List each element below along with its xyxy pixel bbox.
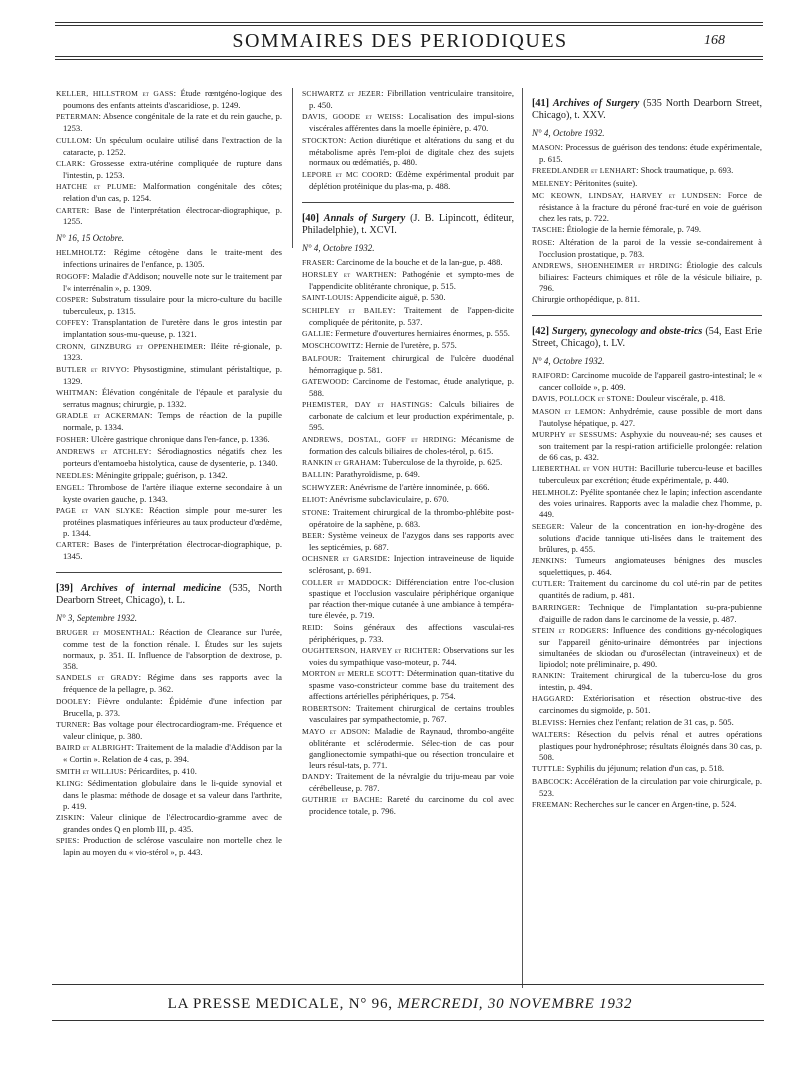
article-authors: COSPER: [56, 294, 86, 304]
article-authors: GUTHRIE et BACHE: [302, 795, 380, 805]
footer-rule-top: [52, 984, 764, 985]
article-authors: ANDREWS et ATCHLEY: [56, 447, 149, 457]
article-title: : Régime cétogène dans le traite-ment des infections urinaires de l'enfance, p. 1305.: [63, 247, 282, 270]
article-entry: [302, 726, 514, 771]
article-title: : Traitement chirurgical de la tubercu-lose du gros intestin, p. 494.: [539, 670, 762, 692]
article-title: : Valeur de la concentration en ion-hy-drogène des solutions d'acide tannique uti-lisées dans le traitement des brûlures, p. 455.: [539, 520, 762, 554]
column-divider-right: [522, 88, 523, 988]
article-authors: ELIOT: [302, 495, 325, 505]
article-authors: SCHWYZER: [302, 482, 346, 492]
article-entry: [532, 142, 762, 165]
article-authors: CULLOM: [56, 135, 90, 145]
article-authors: ANDREWS, SHOENHEIMER et HRDING: [532, 260, 680, 270]
article-title: : Péritonites (suite).: [569, 177, 638, 188]
article-title: : Fièvre ondulante: Épidémie d'une infection par Brucella, p. 373.: [63, 695, 282, 718]
journal-publisher: (54, East Erie Street, Chicago), t. LV.: [532, 326, 763, 350]
article-entry: [302, 305, 514, 328]
article-entry: [302, 553, 514, 576]
article-title: : Maladie d'Addison; nouvelle note sur le traitement par l'« interrénalin », p. 1309.: [63, 270, 282, 293]
journal-heading: [302, 213, 514, 237]
article-authors: LEPORE et MC COORD: [302, 169, 390, 179]
footer-date: MERCREDI, 30 NOVEMBRE 1932: [397, 996, 633, 1012]
article-title: : Observations sur les voies du sympathique vaso-moteur, p. 744.: [309, 644, 514, 667]
article-entry: [302, 88, 514, 111]
article-authors: SEEGER: [532, 521, 562, 531]
article-entry: [56, 505, 282, 539]
article-entry: [532, 370, 762, 393]
article-title: : Grossesse extra-utérine compliquée de rupture dans l'intestin, p. 1253.: [63, 157, 282, 180]
article-title: : Un spéculum oculaire utilisé dans l'extraction de la cataracte, p. 1252.: [63, 134, 282, 157]
article-entry: [302, 469, 514, 481]
journal-heading: [532, 98, 762, 122]
article-authors: SMITH et WILLIUS: [56, 766, 124, 776]
article-title: : Carcinome de l'estomac, étude analytique, p. 588.: [309, 376, 514, 399]
article-authors: KELLER, HILLSTROM et GASS: [56, 89, 174, 98]
article-title: : Temps de réaction de la pupille normale, p. 1334.: [63, 410, 282, 433]
article-authors: ROGOFF: [56, 271, 88, 281]
article-entry: [56, 482, 282, 505]
article-entry: [532, 463, 762, 486]
article-authors: TURNER: [56, 719, 88, 729]
article-entry: [532, 224, 762, 236]
article-title: : Étude rœntgéno-logique des poumons des enfants atteints d'ascaridiose, p. 1249.: [63, 88, 282, 110]
journal-publisher: (535 North Dearborn Street, Chicago), t. XXV.: [532, 98, 762, 121]
article-title: : Système veineux de l'azygos dans ses rapports avec les septicémies, p. 687.: [309, 529, 514, 552]
article-authors: STONE: [302, 507, 328, 517]
article-entry: [56, 111, 282, 134]
article-authors: PHEMISTER, DAY et HASTINGS: [302, 400, 430, 410]
article-authors: BALLIN: [302, 470, 332, 480]
article-authors: MORTON et MERLE SCOTT: [302, 669, 402, 679]
article-entry: [532, 670, 762, 693]
article-entry: [532, 602, 762, 625]
section-separator: [56, 572, 282, 573]
article-authors: FRASER: [302, 257, 332, 267]
article-title: : Recherches sur le cancer en Argen-tine, p. 524.: [569, 799, 737, 810]
article-entry: [56, 766, 282, 778]
article-authors: BAIRD et ALBRIGHT: [56, 743, 132, 753]
article-entry: [302, 434, 514, 457]
article-title: : Résection du pelvis rénal et autres opérations plastiques pour hydronéphrose; résultats éloignés dans 30 cas, p. 508.: [539, 729, 762, 762]
article-entry: [56, 696, 282, 719]
article-authors: GRADLE et ACKERMAN: [56, 411, 151, 421]
article-title: : Régime dans ses rapports avec la fréquence de la pellagre, p. 362.: [63, 672, 282, 695]
article-authors: MELENEY: [532, 178, 570, 188]
article-title: : Hernie de l'uretère, p. 575.: [360, 340, 457, 351]
article-entry: [302, 703, 514, 726]
article-authors: MC KEOWN, LINDSAY, HARVEY et LUNDSEN: [532, 191, 719, 201]
article-title: Chirurgie orthopédique, p. 811.: [532, 294, 640, 305]
section-separator: [532, 315, 762, 316]
article-entry: [56, 835, 282, 858]
article-authors: SPIES: [56, 836, 77, 846]
column-divider-left: [292, 88, 293, 248]
article-authors: JENKINS: [532, 556, 565, 565]
article-title: : Traitement du carcinome du col uté-rin par de petites quantités de radium, p. 481.: [539, 578, 762, 601]
article-title: : Appendicite aiguë, p. 530.: [350, 292, 446, 303]
article-authors: OUGHTERSON, HARVEY et RICHTER: [302, 645, 438, 655]
page-title: SOMMAIRES DES PERIODIQUES: [232, 30, 568, 52]
article-authors: ROSE: [532, 237, 553, 247]
article-authors: MURPHY et SESSUMS: [532, 430, 615, 440]
article-authors: NEEDLES: [56, 470, 92, 480]
article-title: : Hernies chez l'enfant; relation de 31 cas, p. 505.: [564, 716, 734, 727]
article-entry: [56, 341, 282, 364]
article-authors: BABCOCK: [532, 776, 571, 786]
article-entry: [302, 577, 514, 622]
footer-issue-number: N° 96,: [348, 996, 393, 1012]
article-entry: [532, 625, 762, 670]
article-authors: WHITMAN: [56, 388, 95, 398]
header-rule-bottom-inner: [55, 59, 763, 60]
article-entry: [56, 205, 282, 228]
article-authors: KLING: [56, 778, 81, 788]
column-2: [302, 88, 514, 818]
article-authors: REID: [302, 622, 321, 632]
journal-number: [41]: [532, 98, 549, 109]
article-authors: RAIFORD: [532, 371, 567, 380]
article-entry: [302, 507, 514, 530]
article-entry: [56, 539, 282, 562]
article-entry: [302, 457, 514, 469]
article-entry: [302, 668, 514, 702]
column-3: [532, 88, 762, 811]
article-title: : Asphyxie du nouveau-né; ses causes et son traitement par la respi-ration artificielle prolongée: relation de 66 cas, p. 432.: [539, 429, 762, 462]
article-authors: FOSHER: [56, 434, 87, 444]
article-entry: [302, 794, 514, 817]
article-authors: SCHWARTZ et JEZER: [302, 89, 382, 98]
article-authors: ROBERTSON: [302, 703, 349, 713]
article-entry: [532, 693, 762, 716]
article-entry: [302, 269, 514, 292]
article-entry: [56, 294, 282, 317]
article-title: : Élévation congénitale de l'épaule et paralysie du serratus magnus; chirurgie, p. 1332.: [63, 387, 282, 410]
article-entry: [532, 555, 762, 578]
article-title: : Péricardites, p. 410.: [123, 765, 197, 776]
article-entry: [532, 729, 762, 763]
article-title: : Maladie de Raynaud, thrombo-angéite oblitérante et sclérodermie. Sélec-tion de cas pour ganglionectomie sympathi-que ou résection tronculaire et leurs résul-tats, p. 771.: [309, 725, 514, 770]
page-footer: [0, 996, 800, 1013]
article-title: : Sédimentation globulaire dans le li-quide synovial et dans le plasma: méthode de dosage et sa valeur dans l'arthrite, p. 419.: [63, 777, 282, 811]
article-title: : Pyélite spontanée chez le lapin; infection ascendante des voies urinaires. Rapports avec la maladie chez l'homme, p. 449.: [539, 486, 762, 520]
article-entry: [302, 353, 514, 376]
article-entry: [532, 294, 762, 305]
article-authors: MOSCHCOWITZ: [302, 341, 361, 351]
article-entry: [302, 340, 514, 352]
article-authors: SCHIPLEY et BAILEY: [302, 305, 393, 315]
issue-heading: N° 16, 15 Octobre.: [56, 233, 125, 244]
journal-name: Archives of internal medicine: [80, 583, 222, 595]
article-entry: [56, 135, 282, 158]
journal-heading: [56, 583, 282, 607]
article-authors: BARRINGER: [532, 602, 578, 612]
article-title: : Traitement chirurgical de l'ulcère duodénal hémorragique p. 581.: [309, 352, 514, 375]
article-title: : Réaction de Clearance sur l'urée, comme test de la fonction rénale. I. Études sur les sujets normaux, p. 351. II. Influence de l'absorption de dextrose, p. 358.: [63, 627, 282, 671]
article-entry: [302, 645, 514, 668]
article-entry: [56, 627, 282, 672]
article-authors: HELMHOLTZ: [56, 248, 104, 258]
article-entry: [56, 719, 282, 742]
article-entry: [56, 317, 282, 340]
article-title: : Pathogénie et sympto-mes de l'appendicite oblitérante chronique, p. 515.: [309, 268, 514, 291]
article-entry: [532, 237, 762, 260]
article-authors: ZISKIN: [56, 813, 83, 823]
article-title: : Extériorisation et résection obstruc-tive des carcinomes du sigmoïde, p. 501.: [539, 693, 762, 716]
article-title: : Physostigmine, stimulant péristaltique, p. 1329.: [63, 363, 282, 386]
article-title: : Bas voltage pour électrocardiogram-me. Fréquence et valeur clinique, p. 380.: [63, 718, 282, 741]
article-entry: [532, 717, 762, 729]
article-entry: [56, 812, 282, 835]
article-title: : Thrombose de l'artère iliaque externe secondaire à un kyste ovarien gauche, p. 1343.: [63, 481, 282, 504]
issue-heading: N° 3, Septembre 1932.: [56, 613, 138, 624]
article-authors: FREEDLANDER et LENHART: [532, 166, 637, 176]
article-title: : Iléite ré-gionale, p. 1323.: [63, 340, 282, 363]
article-authors: GALLIE: [302, 329, 331, 338]
article-entry: [56, 446, 282, 469]
article-title: : Traitement chirurgical de la thrombo-phlébite post-opératoire de la saphène, p. 683.: [309, 506, 514, 529]
journal-number: [40]: [302, 212, 319, 224]
article-entry: [56, 364, 282, 387]
article-entry: [56, 434, 282, 446]
article-entry: [532, 429, 762, 463]
article-title: : Étiologie des calculs biliaires: Facteurs chimiques et rôle de la vésicule biliaire, p. 796.: [539, 259, 763, 293]
article-title: : Traitement chirurgical de certains troubles vasculaires par sympathectomie, p. 767.: [309, 702, 514, 725]
article-entry: [302, 530, 514, 553]
header-rule-bottom: [55, 56, 763, 57]
article-entry: [302, 111, 514, 134]
article-title: : Production de sclérose vasculaire non mortelle chez le lapin au moyen du « vio-stérol », p. 443.: [63, 835, 282, 858]
article-authors: MASON: [532, 142, 561, 152]
article-authors: HATCHE et PLUME: [56, 182, 134, 192]
article-title: : Méningite grippale; guérison, p. 1342.: [91, 469, 228, 480]
article-authors: HELMHOLZ: [532, 487, 576, 497]
article-title: : Œdème expérimental produit par déplétion protéinique du plas-ma, p. 488.: [309, 168, 514, 191]
article-authors: RANKIN et GRAHAM: [302, 457, 379, 467]
article-title: : Traitement de la névralgie du triju-meau par voie cérébelleuse, p. 787.: [309, 770, 514, 793]
issue-heading: N° 4, Octobre 1932.: [532, 356, 605, 367]
article-authors: BUTLER et RIVYO: [56, 364, 127, 374]
article-entry: [302, 771, 514, 794]
article-title: : Technique de l'implantation su-pra-pubienne d'aiguille de radon dans le carcinome de la vessie, p. 487.: [539, 601, 762, 624]
article-entry: [532, 763, 762, 775]
article-authors: CARTER: [56, 205, 87, 215]
article-entry: [302, 257, 514, 269]
article-title: : Absence congénitale de la rate et du rein gauche, p. 1253.: [63, 111, 282, 134]
article-title: : Processus de guérison des tendons: étude expérimentale, p. 615.: [539, 141, 762, 164]
article-entry: [532, 776, 762, 799]
article-authors: CUTLER: [532, 579, 563, 589]
article-entry: [56, 247, 282, 270]
article-entry: [56, 181, 282, 204]
journal-publisher: (J. B. Lipincott, éditeur, Philadelphie), t. XCVI.: [302, 212, 514, 236]
article-title: : Anévrisme de l'artère innominée, p. 666.: [345, 481, 490, 492]
article-entry: [302, 169, 514, 192]
article-entry: [532, 406, 762, 429]
article-authors: FREEMAN: [532, 800, 570, 810]
article-authors: TUTTLE: [532, 764, 562, 774]
article-authors: GATEWOOD: [302, 377, 347, 387]
journal-name: Annals of Surgery: [323, 212, 406, 224]
article-title: : Action diurétique et altérations du sang et du métabolisme après l'em-ploi de digitale chez des sujets normaux ou œdématiés, p. 480.: [309, 134, 514, 168]
journal-number: [42]: [532, 326, 549, 338]
article-authors: DOOLEY: [56, 696, 89, 706]
article-title: : Fermeture d'ouvertures herniaires énormes, p. 555.: [330, 328, 510, 338]
article-title: : Accélération de la circulation par voie chirurgicale, p. 523.: [539, 775, 762, 798]
page-number: 168: [704, 33, 725, 48]
article-title: : Carcinome mucoïde de l'appareil gastro-intestinal; le « cancer colloïde », p. 409.: [539, 370, 762, 392]
article-authors: ANDREWS, DOSTAL, GOFF et HRDING: [302, 434, 454, 444]
article-title: : Réaction simple pour me-surer les protéines plasmatiques inférieures au taux producteur d'œdème, p. 1344.: [63, 505, 282, 539]
article-authors: LIEBERTHAL et VON HUTH: [532, 464, 635, 474]
article-title: : Détermination quan-titative du spasme vaso-constricteur comme base du traitement des affections artérielles périphériques, p. 754.: [309, 668, 514, 702]
journal-name: Archives of Surgery: [552, 98, 640, 109]
section-separator: [302, 202, 514, 203]
article-authors: PAGE et VAN SLYKE: [56, 506, 141, 516]
article-authors: HAGGARD: [532, 694, 572, 704]
article-authors: TASCHE: [532, 225, 563, 235]
article-title: : Altération de la paroi de la vessie se-condairement à l'occlusion prostatique, p. 783.: [539, 236, 762, 259]
article-entry: [302, 494, 514, 506]
article-authors: BRUGER et MOSENTHAL: [56, 628, 153, 638]
article-title: : Bases de l'interprétation électrocar-diographique, p. 1345.: [63, 539, 282, 562]
article-entry: [302, 135, 514, 169]
article-authors: CRONN, GINZBURG et OPPENHEIMER: [56, 341, 204, 351]
article-entry: [56, 410, 282, 433]
journal-name: Surgery, gynecology and obste-trics: [551, 326, 703, 338]
article-title: : Bacillurie tubercu-leuse et bacilles tuberculeux par excrétion; étude expérimentale, p. 440.: [539, 463, 762, 486]
article-entry: [302, 292, 514, 304]
article-authors: ENGEL: [56, 482, 82, 492]
article-entry: [56, 672, 282, 695]
article-entry: [532, 260, 762, 294]
article-authors: MAYO et ADSON: [302, 726, 368, 736]
article-title: : Mécanisme de formation des calculs biliaires de choles-térol, p. 615.: [309, 433, 514, 456]
article-authors: DAVIS, GOODE et WEISS: [302, 112, 401, 122]
article-title: : Force de résistance à la fracture du péroné frac-turé en voie de guérison chez les rats, p. 722.: [539, 190, 762, 223]
header-rule-top-inner: [55, 25, 763, 26]
article-entry: [532, 190, 762, 224]
article-title: : Valeur clinique de l'électrocardio-gramme avec de grandes ondes Q en plomb III, p. 435.: [63, 812, 282, 835]
issue-heading: N° 4, Octobre 1932.: [532, 128, 605, 138]
article-title: : Influence des conditions gy-nécologiques sur l'appareil génito-urinaire démontrées par injections simultanées de skiodan ou d'urosélectan (intraveineux) et de lipiodol; note préliminaire, p. 490.: [539, 624, 762, 669]
article-title: : Fibrillation ventriculaire transitoire, p. 450.: [309, 88, 514, 110]
article-authors: COFFEY: [56, 318, 87, 328]
article-authors: RANKIN: [532, 671, 563, 681]
footer-journal: LA PRESSE MEDICALE,: [167, 996, 345, 1012]
column-1: [56, 88, 282, 859]
article-title: : Anévrisme subclaviculaire, p. 670.: [324, 494, 449, 505]
article-title: : Soins généraux des affections vasculai-res périphériques, p. 733.: [309, 621, 514, 644]
article-authors: HORSLEY et WARTHEN: [302, 269, 395, 279]
article-title: : Parathyroïdisme, p. 649.: [331, 469, 420, 480]
article-title: : Étiologie de la hernie fémorale, p. 749.: [562, 224, 702, 235]
article-entry: [532, 487, 762, 521]
article-entry: [302, 622, 514, 645]
article-entry: [56, 88, 282, 111]
journal-heading: [532, 326, 762, 350]
article-authors: CARTER: [56, 540, 87, 550]
article-authors: OCHSNER et GARSIDE: [302, 554, 388, 564]
article-entry: [532, 393, 762, 405]
article-title: : Tumeurs angiomateuses bénignes des muscles squelettiques, p. 464.: [539, 555, 762, 577]
article-entry: [532, 165, 762, 177]
article-title: : Anhydrémie, cause possible de mort dans l'autolyse hépatique, p. 427.: [539, 405, 762, 428]
article-entry: [532, 521, 762, 555]
article-title: : Rareté du carcinome du col avec procidence totale, p. 796.: [309, 794, 514, 817]
journal-number: [39]: [56, 583, 73, 595]
article-title: : Syphilis du jéjunum; relation d'un cas, p. 518.: [561, 763, 725, 774]
article-entry: [56, 742, 282, 765]
article-title: : Localisation des impul-sions viscérales afférentes dans la moelle épinière, p. 470.: [309, 111, 514, 134]
footer-rule-bottom: [52, 1020, 764, 1021]
article-title: : Ulcère gastrique chronique dans l'en-fance, p. 1336.: [86, 433, 270, 444]
article-title: : Calculs biliaires de carbonate de calcium et leur production expérimentale, p. 595.: [309, 399, 514, 433]
article-authors: WALTERS: [532, 730, 568, 740]
article-title: : Injection intraveineuse de liquide sclérosant, p. 691.: [309, 553, 514, 576]
issue-heading: N° 4, Octobre 1932.: [302, 242, 375, 253]
article-entry: [302, 399, 514, 433]
article-authors: STEIN et RODGERS: [532, 625, 607, 635]
article-authors: DAVIS, POLLOCK et STONE: [532, 394, 632, 404]
article-authors: SAINT-LOUIS: [302, 293, 351, 303]
article-authors: CLARK: [56, 158, 83, 168]
article-entry: [302, 328, 514, 340]
article-entry: [56, 470, 282, 482]
article-authors: STOCKTON: [302, 135, 344, 145]
article-authors: MASON et LEMON: [532, 406, 604, 416]
article-title: : Shock traumatique, p. 693.: [636, 165, 734, 176]
article-authors: COLLER et MADDOCK: [302, 577, 389, 587]
article-title: : Carcinome de la bouche et de la lan-gue, p. 488.: [331, 256, 503, 267]
article-title: : Sérodiagnostics négatifs chez les porteurs d'entamoeba histolytica, cause de dysenterie, p. 1340.: [63, 446, 282, 469]
article-entry: [302, 482, 514, 494]
article-entry: [532, 178, 762, 190]
article-title: : Traitement de l'appen-dicite compliquée de péritonite, p. 537.: [309, 304, 514, 327]
article-entry: [56, 158, 282, 181]
article-title: : Douleur viscérale, p. 418.: [631, 393, 726, 404]
article-title: : Tuberculose de la thyroïde, p. 625.: [378, 456, 503, 467]
article-authors: BEER: [302, 530, 323, 540]
article-title: : Différenciation entre l'oc-clusion spastique et l'occlusion vasculaire périphérique organique par réaction ther-mique cutanée à une ambiance à tempéra-ture élevée, p. 719.: [309, 576, 514, 621]
article-entry: [56, 778, 282, 812]
article-entry: [532, 578, 762, 601]
article-title: : Substratum tissulaire pour la micro-culture du bacille tuberculeux, p. 1315.: [63, 293, 282, 316]
article-entry: [302, 376, 514, 399]
article-title: : Traitement de la maladie d'Addison par la « Cortin ». Relation de 4 cas, p. 394.: [63, 742, 282, 765]
article-entry: [532, 799, 762, 811]
article-title: : Transplantation de l'uretère dans le gros intestin par implantation sous-mu-queuse, p. 1321.: [63, 317, 282, 340]
header-rule-top: [55, 22, 763, 23]
article-authors: SANDELS et GRADY: [56, 673, 139, 683]
article-authors: BALFOUR: [302, 353, 339, 363]
article-entry: [56, 387, 282, 410]
journal-publisher: (535, North Dearborn Street, Chicago), t. L.: [56, 583, 282, 607]
article-title: : Base de l'interprétation électrocar-diographique, p. 1255.: [63, 204, 282, 227]
article-authors: PETERMAN: [56, 112, 99, 122]
article-authors: DANDY: [302, 771, 331, 781]
article-entry: [56, 271, 282, 294]
article-authors: BLEVISS: [532, 717, 565, 727]
article-title: : Malformation congénitale des côtes; relation d'un cas, p. 1254.: [63, 181, 283, 204]
